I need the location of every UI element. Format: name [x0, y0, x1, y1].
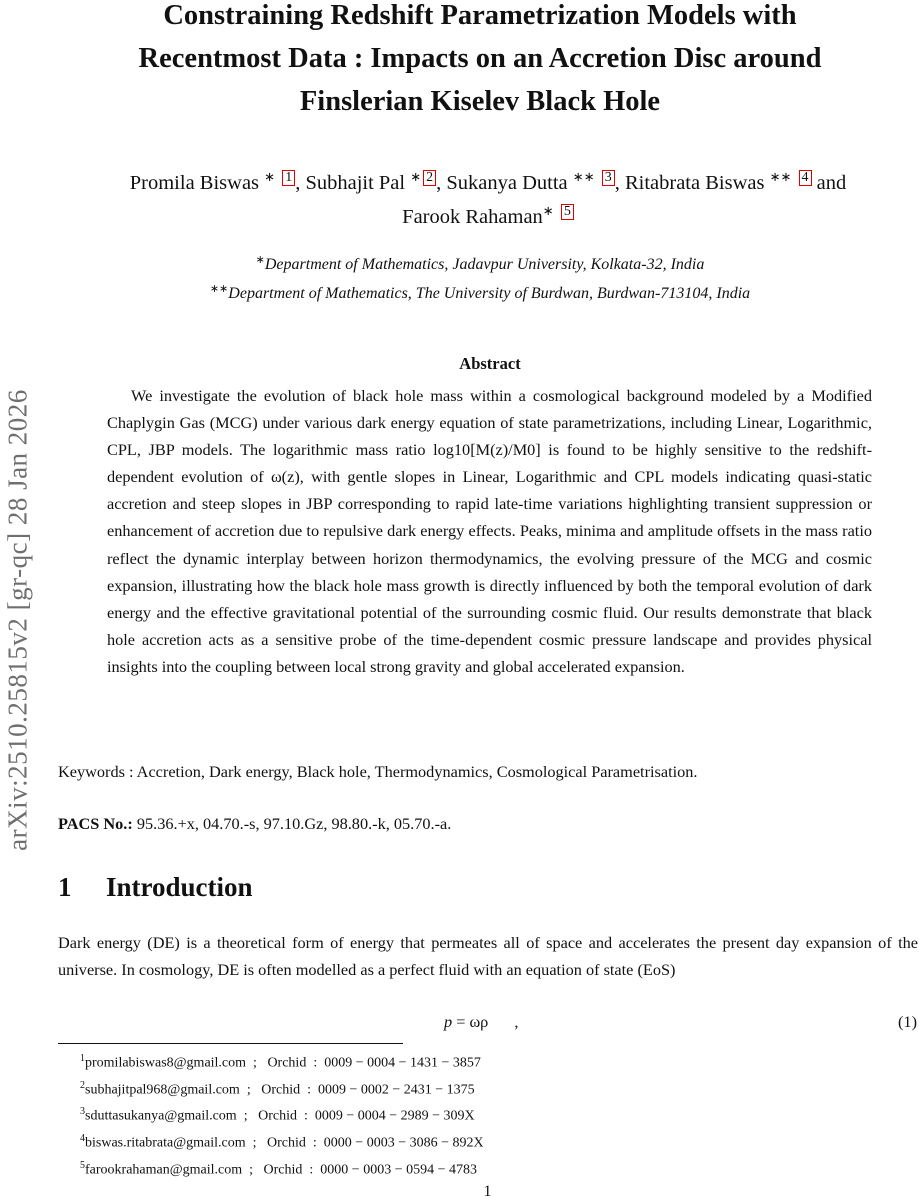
affiliation-mark: ∗ [255, 254, 265, 266]
title-line: Finslerian Kiselev Black Hole [299, 86, 661, 117]
equation-number: (1) [898, 1012, 917, 1031]
author-name: Subhajit Pal [305, 172, 406, 194]
title-line: Recentmost Data : Impacts on an Accretion Disc around [138, 43, 822, 74]
abstract-body: We investigate the evolution of black hole mass within a cosmological background modeled by a Modified Chaplygin Gas (MCG) under various dark energy equation of state parametrizations, including Linear, Logarithmic, CPL, JBP models. The logarithmic mass ratio log10[M(z)/M0] is found to be highly sensitive to the redshift-dependent evolution of ω(z), with gentle slopes in Linear, Logarithmic and CPL models indicating quasi-static accretion and steep slopes in JBP corresponding to rapid late-time variations highlighting transient suppression or enhancement of accretion due to repulsive dark energy effects. Peaks, minima and amplitude offsets in the mass ratio reflect the dynamic interplay between horizon thermodynamics, the evolving pressure of the MCG and cosmic expansion, illustrating how the black hole mass growth is directly influenced by both the temporal evolution of dark energy and the effective gravitational potential of the surrounding cosmic fluid. Our results demonstrate that black hole accretion acts as a sensitive probe of the time-dependent cosmic pressure landscape and provides physical insights into the coupling between local strong gravity and global accelerated expansion. [107, 386, 872, 676]
affiliation-mark: ∗ [542, 203, 554, 218]
footnote-number: 3 [80, 1106, 85, 1118]
section-number: 1 [58, 872, 72, 902]
keywords-line: Keywords : Accretion, Dark energy, Black hole, Thermodynamics, Cosmological Parametrisation. [58, 762, 698, 781]
footnote-orchid: 0009 − 0004 − 2989 − 309X [314, 1108, 475, 1124]
author-separator: , [614, 172, 625, 194]
footnote-orchid-label: Orchid [261, 1082, 301, 1098]
footnote-email[interactable]: biswas.ritabrata@gmail.com [85, 1135, 246, 1151]
footnote-orchid-label: Orchid [267, 1135, 306, 1151]
footnote-rule [58, 1043, 403, 1044]
paper-title [60, 0, 900, 123]
equation-tail: , [514, 1012, 519, 1031]
arxiv-identifier-stamp[interactable] [0, 320, 36, 920]
footnote-number: 2 [80, 1079, 85, 1091]
equation-rhs: = ωρ [456, 1012, 489, 1031]
footnote-link[interactable]: 4 [799, 170, 812, 186]
author-separator: and [811, 172, 847, 194]
affiliation-text: Department of Mathematics, Jadavpur University, Kolkata-32, India [264, 256, 705, 273]
intro-paragraph: Dark energy (DE) is a theoretical form of energy that permeates all of space and accelerates the present day expansion of the universe. In cosmology, DE is often modelled as a perfect fluid with an equation of state (EoS) [58, 933, 918, 980]
affiliation-mark: ∗∗ [769, 169, 792, 184]
section-title: Introduction [106, 872, 253, 902]
affiliation [60, 253, 900, 274]
author-list [58, 163, 918, 231]
footnote-row: $^5$farookrahaman@gmail.com ; Orchid : 0000 − 0003 − 0594 − 4783 [80, 1159, 477, 1178]
footnote-link[interactable]: 5 [561, 204, 574, 220]
footnote-number: 1 [80, 1053, 85, 1064]
affiliation-mark: ∗∗ [572, 169, 595, 184]
footnote-orchid-label: Orchid [263, 1162, 303, 1178]
footnote-number: 4 [80, 1132, 85, 1144]
footnote-email[interactable]: sduttasukanya@gmail.com [85, 1108, 237, 1124]
footnote-email[interactable]: subhajitpal968@gmail.com [85, 1082, 240, 1098]
affiliation-text: Department of Mathematics, The University of Burdwan, Burdwan-713104, India [228, 285, 751, 302]
footnote-link[interactable]: 2 [423, 170, 436, 186]
footnote-row: $^2$subhajitpal968@gmail.com ; Orchid : 0009 − 0002 − 2431 − 1375 [80, 1079, 475, 1098]
title-line: Constraining Redshift Parametrization Models with [163, 0, 797, 31]
author-line [58, 163, 918, 197]
footnote-email[interactable]: farookrahaman@gmail.com [85, 1162, 243, 1178]
author-name: Sukanya Dutta [446, 172, 568, 194]
footnote-row: $^4$biswas.ritabrata@gmail.com ; Orchid : 0000 − 0003 − 3086 − 892X [80, 1132, 484, 1151]
author-name: Farook Rahaman [402, 206, 543, 228]
footnote-row: $^1$promilabiswas8@gmail.com ; Orchid : 0009 − 0004 − 1431 − 3857 [80, 1053, 481, 1071]
arxiv-identifier-text: arXiv:2510.25815v2 [gr-qc] 28 Jan 2026 [2, 389, 33, 851]
author-separator: , [295, 172, 306, 194]
footnote-orchid: 0009 − 0002 − 2431 − 1375 [318, 1082, 475, 1098]
author-name: Ritabrata Biswas [624, 172, 765, 194]
affiliation [60, 282, 900, 303]
author-line [58, 197, 918, 231]
footnote-orchid: 0000 − 0003 − 0594 − 4783 [320, 1162, 477, 1178]
section-heading [58, 872, 253, 903]
footnote-orchid-label: Orchid [267, 1055, 307, 1071]
affiliation-mark: ∗ [410, 169, 422, 184]
footnote-email[interactable]: promilabiswas8@gmail.com [85, 1055, 247, 1071]
equation-lhs: p [444, 1012, 453, 1031]
footnotes [80, 1048, 484, 1181]
abstract-heading: Abstract [459, 354, 521, 373]
footnote-link[interactable]: 3 [602, 170, 615, 186]
pacs-line [58, 814, 451, 834]
footnote-number: 5 [80, 1159, 85, 1171]
affiliation-mark: ∗ [264, 169, 276, 184]
footnote-row: $^3$sduttasukanya@gmail.com ; Orchid : 0009 − 0004 − 2989 − 309X [80, 1106, 475, 1124]
equation [444, 1012, 518, 1032]
pacs-value: 95.36.+x, 04.70.-s, 97.10.Gz, 98.80.-k, 05.70.-a. [136, 814, 452, 833]
footnote-orchid: 0009 − 0004 − 1431 − 3857 [324, 1055, 481, 1071]
author-name: Promila Biswas [129, 172, 260, 194]
footnote-orchid: 0000 − 0003 − 3086 − 892X [323, 1135, 484, 1151]
page-number: 1 [483, 1183, 492, 1200]
author-separator: , [436, 172, 447, 194]
affiliation-mark: ∗∗ [209, 283, 229, 295]
pacs-label: PACS No.: [58, 814, 133, 833]
footnote-link[interactable]: 1 [282, 170, 295, 186]
footnote-orchid-label: Orchid [258, 1108, 297, 1124]
